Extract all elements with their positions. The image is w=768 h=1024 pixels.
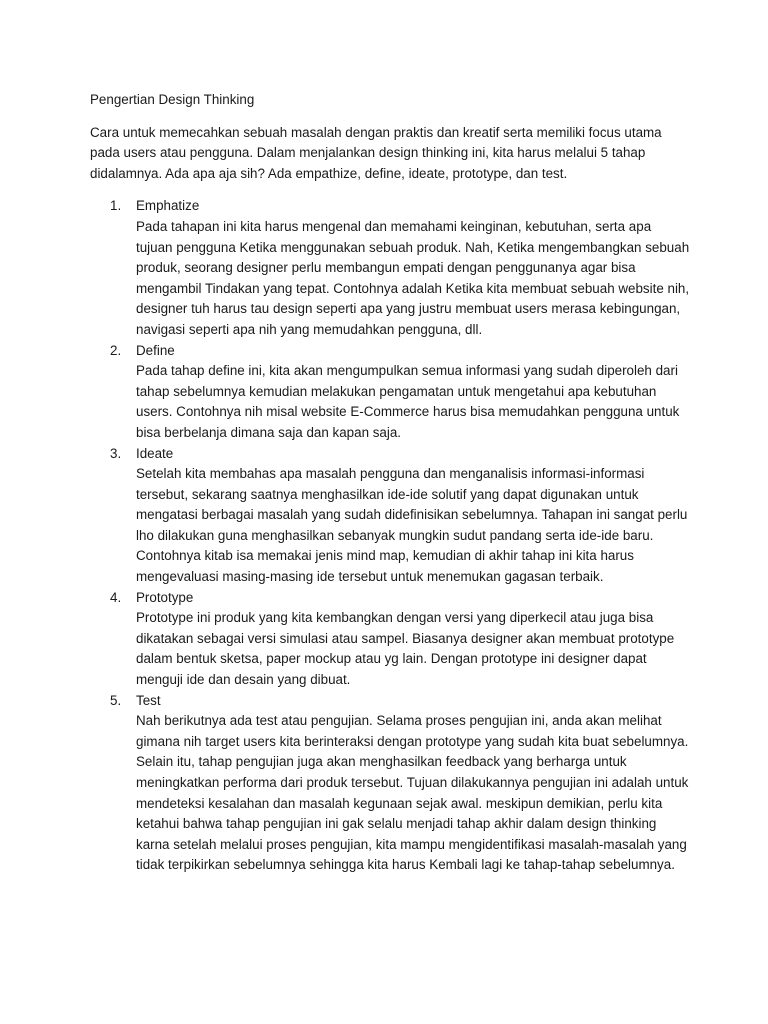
intro-paragraph: Cara untuk memecahkan sebuah masalah dengan praktis dan kreatif serta memiliki focus utama pada users atau pengguna. Dalam menjalankan design thinking ini, kita harus melalui 5 tahap didalamnya. Ada apa aja sih? Ada empathize, define, ideate, prototype, dan test.: [90, 124, 662, 181]
step-number: 5.: [110, 692, 122, 708]
list-item: [90, 196, 690, 340]
step-body: Nah berikutnya ada test atau pengujian. Selama proses pengujian ini, anda akan melihat gimana nih target users kita berinteraksi dengan prototype yang sudah kita buat sebelumnya. Selain itu, tahap pengujian juga akan menghasilkan feedback yang berharga untuk meningkatkan performa dari produk tersebut. Tujuan dilakukannya pengujian ini adalah untuk mendeteksi kesalahan dan masalah kegunaan sejak awal. meskipun demikian, perlu kita ketahui bahwa tahap pengujian ini gak selalu menjadi tahap akhir dalam design thinking karna setelah melalui proses pengujian, kita mampu mengidentifikasi masalah-masalah yang tidak terpikirkan sebelumnya sehingga kita harus Kembali lagi ke tahap-tahap sebelumnya.: [136, 713, 689, 873]
step-number: 2.: [110, 342, 122, 358]
list-item: [90, 341, 690, 444]
step-body: Pada tahapan ini kita harus mengenal dan memahami keinginan, kebutuhan, serta apa tujuan pengguna Ketika menggunakan sebuah produk. Nah, Ketika mengembangkan sebuah produk, seorang designer perlu membangun empati dengan penggunanya agar bisa mengambil Tindakan yang tepat. Contohnya adalah Ketika kita membuat sebuah website nih, designer tuh harus tau design seperti apa yang justru membuat users merasa kebingungan, navigasi seperti apa nih yang memudahkan pengguna, dll.: [136, 218, 690, 337]
document-page: [90, 90, 690, 876]
step-number: 4.: [110, 589, 122, 605]
step-number: 1.: [110, 198, 122, 214]
step-title: Ideate: [136, 445, 174, 461]
step-body: Pada tahap define ini, kita akan mengumpulkan semua informasi yang sudah diperoleh dari tahap sebelumnya kemudian melakukan pengamatan untuk mengetahui apa kebutuhan users. Contohnya nih misal website E-Commerce harus bisa memudahkan pengguna untuk bisa berbelanja dimana saja dan kapan saja.: [136, 363, 680, 440]
step-title: Test: [136, 692, 161, 708]
list-item: [90, 588, 690, 691]
step-number: 3.: [110, 445, 122, 461]
step-body: Prototype ini produk yang kita kembangkan dengan versi yang diperkecil atau juga bisa dikatakan sebagai versi simulasi atau sampel. Biasanya designer akan membuat prototype dalam bentuk sketsa, paper mockup atau yg lain. Dengan prototype ini designer dapat menguji ide dan desain yang dibuat.: [136, 610, 675, 688]
step-title: Define: [136, 342, 175, 358]
document-title: Pengertian Design Thinking: [90, 92, 255, 107]
list-item: [90, 444, 690, 588]
step-body: Setelah kita membahas apa masalah pengguna dan menganalisis informasi-informasi tersebut, sekarang saatnya menghasilkan ide-ide solutif yang dapat digunakan untuk mengatasi berbagai masalah yang sudah didefinisikan sebelumnya. Tahapan ini sangat perlu lho dilakukan guna menghasilkan sebanyak mungkin sudut pandang serta ide-ide baru. Contohnya kitab isa memakai jenis mind map, kemudian di akhir tahap ini kita harus mengevaluasi masing-masing ide tersebut untuk menemukan gagasan terbaik.: [136, 466, 688, 585]
step-title: Prototype: [136, 589, 194, 605]
steps-list: [90, 196, 690, 876]
list-item: [90, 691, 690, 876]
step-title: Emphatize: [136, 198, 200, 214]
